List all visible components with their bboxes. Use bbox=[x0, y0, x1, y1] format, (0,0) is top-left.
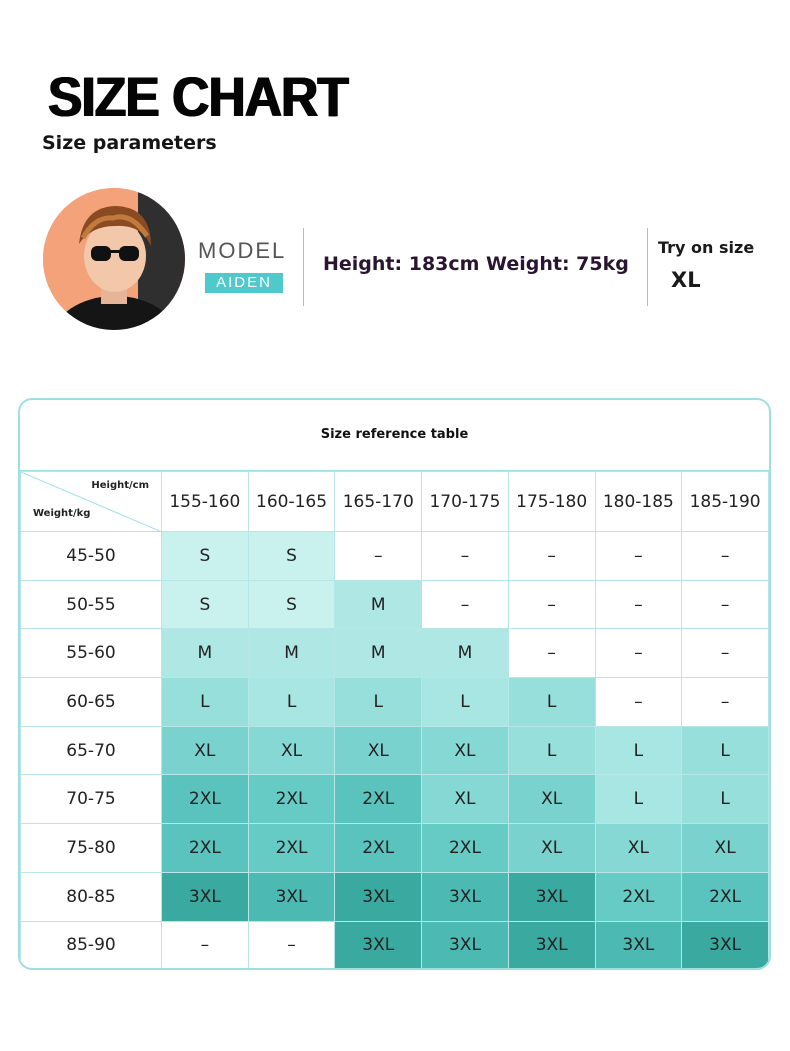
size-cell: – bbox=[682, 580, 769, 629]
table-row bbox=[21, 678, 769, 727]
size-cell: M bbox=[335, 629, 422, 678]
model-avatar bbox=[43, 188, 185, 330]
model-stats: Height: 183cm Weight: 75kg bbox=[323, 253, 629, 275]
size-cell: – bbox=[682, 629, 769, 678]
size-cell: 2XL bbox=[595, 872, 682, 921]
table-row bbox=[21, 824, 769, 873]
size-cell: 2XL bbox=[422, 824, 509, 873]
size-cell: S bbox=[162, 532, 249, 581]
size-cell: – bbox=[595, 580, 682, 629]
size-cell: L bbox=[595, 775, 682, 824]
page-subtitle: Size parameters bbox=[42, 132, 217, 154]
size-cell: 3XL bbox=[422, 872, 509, 921]
size-cell: 3XL bbox=[682, 921, 769, 970]
size-cell: – bbox=[162, 921, 249, 970]
size-cell: L bbox=[508, 726, 595, 775]
size-cell: 3XL bbox=[508, 872, 595, 921]
size-cell: XL bbox=[422, 775, 509, 824]
corner-cell bbox=[21, 472, 162, 532]
size-cell: XL bbox=[422, 726, 509, 775]
size-cell: XL bbox=[508, 824, 595, 873]
size-cell: – bbox=[508, 580, 595, 629]
weight-label: 80-85 bbox=[21, 872, 162, 921]
weight-label: 70-75 bbox=[21, 775, 162, 824]
weight-label: 50-55 bbox=[21, 580, 162, 629]
size-cell: 2XL bbox=[162, 775, 249, 824]
size-cell: L bbox=[162, 678, 249, 727]
height-header: 165-170 bbox=[335, 472, 422, 532]
size-cell: – bbox=[248, 921, 335, 970]
size-grid bbox=[20, 471, 769, 970]
size-cell: S bbox=[248, 532, 335, 581]
divider bbox=[303, 228, 304, 306]
table-row bbox=[21, 580, 769, 629]
size-cell: M bbox=[162, 629, 249, 678]
divider bbox=[647, 228, 648, 306]
size-cell: M bbox=[422, 629, 509, 678]
size-cell: XL bbox=[335, 726, 422, 775]
weight-label: 55-60 bbox=[21, 629, 162, 678]
weight-axis-label: Weight/kg bbox=[33, 508, 91, 519]
size-cell: S bbox=[162, 580, 249, 629]
size-cell: 2XL bbox=[335, 775, 422, 824]
weight-label: 45-50 bbox=[21, 532, 162, 581]
size-cell: 2XL bbox=[682, 872, 769, 921]
table-row bbox=[21, 532, 769, 581]
size-cell: XL bbox=[508, 775, 595, 824]
size-cell: 3XL bbox=[595, 921, 682, 970]
table-title: Size reference table bbox=[20, 400, 769, 471]
size-reference-table bbox=[18, 398, 771, 970]
size-cell: – bbox=[508, 532, 595, 581]
page-title: SIZE CHART bbox=[48, 65, 348, 128]
size-cell: L bbox=[682, 775, 769, 824]
try-on-size: XL bbox=[671, 268, 701, 292]
size-cell: XL bbox=[248, 726, 335, 775]
size-cell: L bbox=[248, 678, 335, 727]
size-cell: – bbox=[335, 532, 422, 581]
height-header: 185-190 bbox=[682, 472, 769, 532]
size-cell: – bbox=[595, 532, 682, 581]
size-cell: 3XL bbox=[508, 921, 595, 970]
size-cell: 3XL bbox=[335, 872, 422, 921]
height-header: 160-165 bbox=[248, 472, 335, 532]
height-header: 180-185 bbox=[595, 472, 682, 532]
weight-label: 65-70 bbox=[21, 726, 162, 775]
height-axis-label: Height/cm bbox=[91, 480, 149, 491]
table-row bbox=[21, 921, 769, 970]
table-row bbox=[21, 872, 769, 921]
size-cell: 2XL bbox=[248, 775, 335, 824]
table-row bbox=[21, 726, 769, 775]
height-header: 175-180 bbox=[508, 472, 595, 532]
height-header: 155-160 bbox=[162, 472, 249, 532]
size-cell: – bbox=[682, 678, 769, 727]
size-cell: 3XL bbox=[162, 872, 249, 921]
size-cell: – bbox=[682, 532, 769, 581]
size-cell: L bbox=[335, 678, 422, 727]
size-cell: 2XL bbox=[335, 824, 422, 873]
size-cell: M bbox=[335, 580, 422, 629]
size-cell: S bbox=[248, 580, 335, 629]
size-cell: L bbox=[422, 678, 509, 727]
size-cell: XL bbox=[162, 726, 249, 775]
size-cell: L bbox=[595, 726, 682, 775]
size-cell: 3XL bbox=[335, 921, 422, 970]
model-photo-icon bbox=[43, 188, 185, 330]
weight-label: 75-80 bbox=[21, 824, 162, 873]
size-cell: 2XL bbox=[162, 824, 249, 873]
try-on-label: Try on size bbox=[658, 238, 755, 257]
height-header: 170-175 bbox=[422, 472, 509, 532]
table-row bbox=[21, 775, 769, 824]
size-cell: – bbox=[595, 629, 682, 678]
size-cell: L bbox=[682, 726, 769, 775]
size-cell: XL bbox=[595, 824, 682, 873]
weight-label: 60-65 bbox=[21, 678, 162, 727]
model-label: MODEL bbox=[198, 238, 287, 263]
size-cell: 2XL bbox=[248, 824, 335, 873]
weight-label: 85-90 bbox=[21, 921, 162, 970]
size-cell: – bbox=[422, 580, 509, 629]
size-cell: 3XL bbox=[248, 872, 335, 921]
size-cell: 3XL bbox=[422, 921, 509, 970]
size-cell: – bbox=[595, 678, 682, 727]
header-row bbox=[21, 472, 769, 532]
size-cell: L bbox=[508, 678, 595, 727]
size-cell: – bbox=[422, 532, 509, 581]
model-name-badge: AIDEN bbox=[205, 273, 283, 293]
table-row bbox=[21, 629, 769, 678]
size-cell: XL bbox=[682, 824, 769, 873]
size-cell: M bbox=[248, 629, 335, 678]
size-cell: – bbox=[508, 629, 595, 678]
